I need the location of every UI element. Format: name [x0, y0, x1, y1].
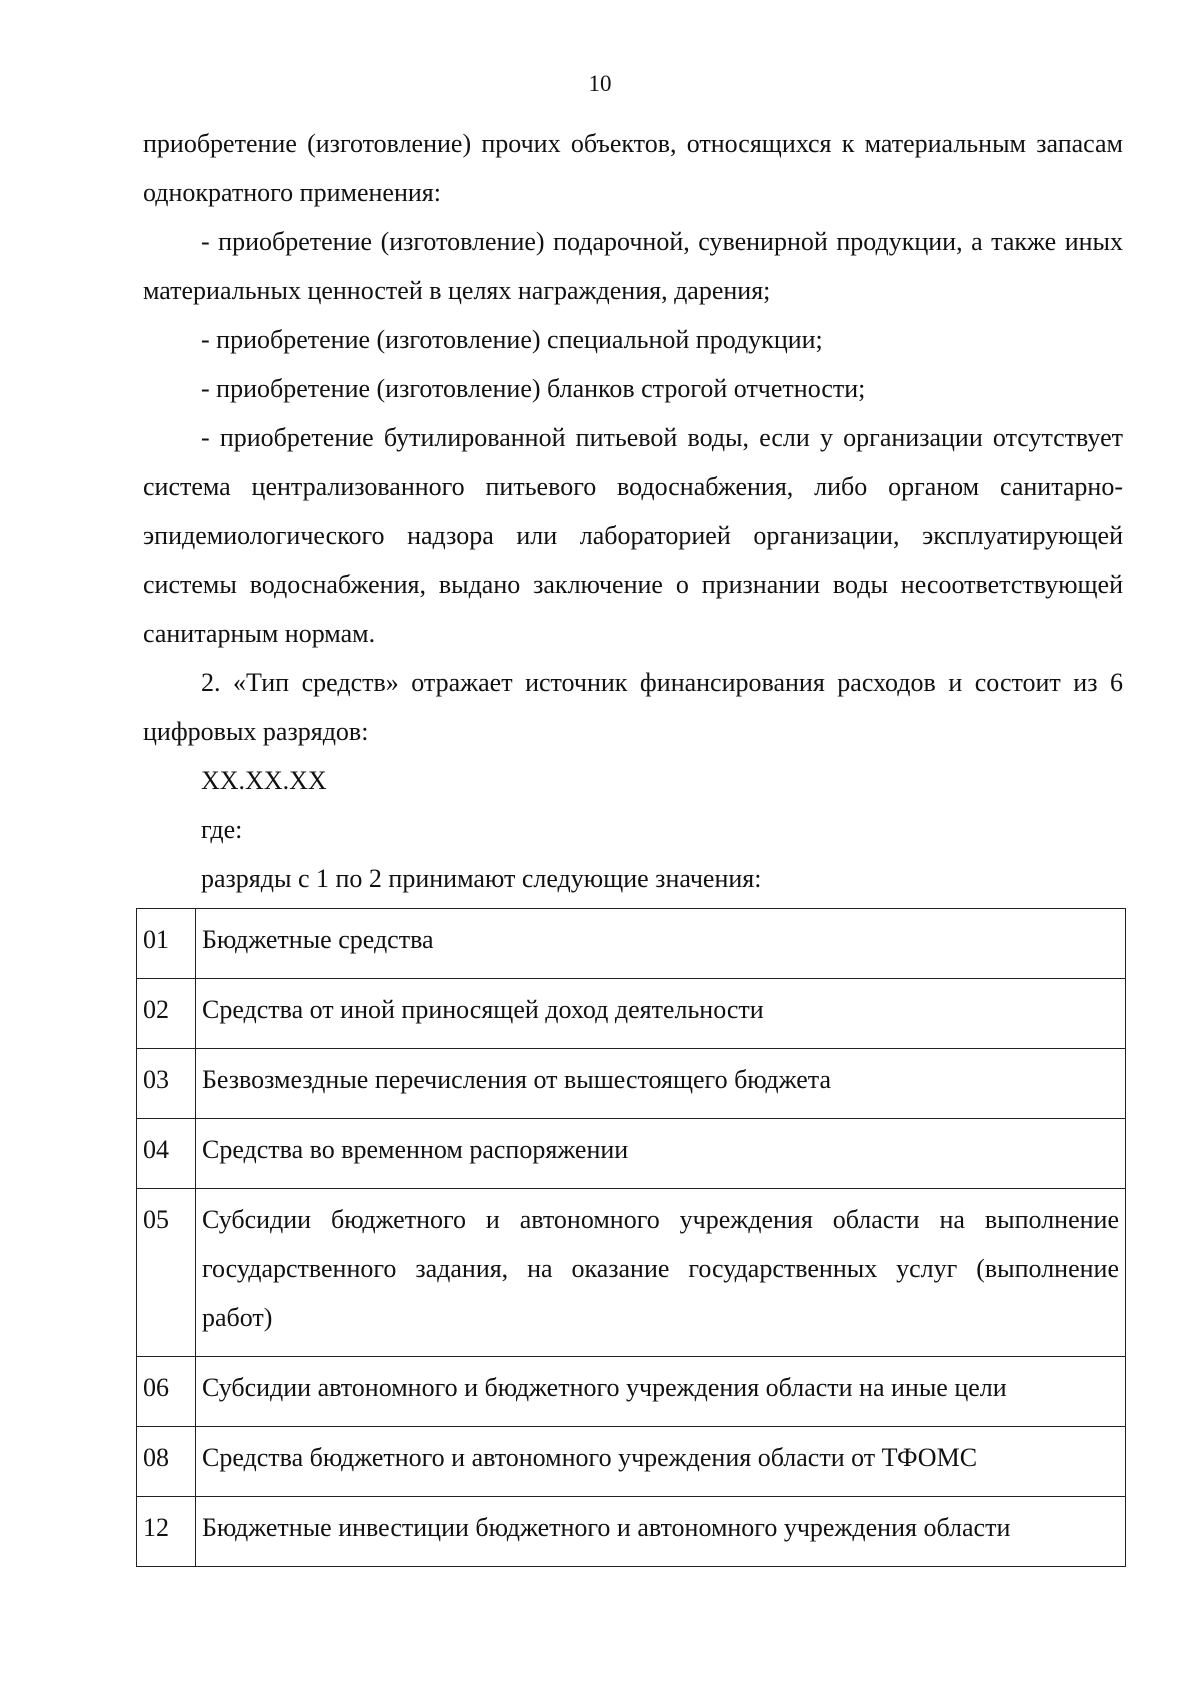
table-row: [137, 979, 1126, 1049]
list-item: - приобретение (изготовление) подарочной, сувенирной продукции, а также иных материальных ценностей в целях награждения, дарения;: [143, 227, 1123, 305]
list-item: - приобретение бутилированной питьевой воды, если у организации отсутствует система централизованного питьевого водоснабжения, либо органом санитарно-эпидемиологического надзора или лабораторией организации, эксплуатирующей системы водоснабжения, выдано заключение о признании воды несоответствующей санитарным нормам.: [143, 423, 1123, 648]
table-row: [137, 1497, 1126, 1567]
fund-type-table: [136, 908, 1126, 1567]
table-cell-code: 12: [137, 1497, 196, 1567]
paragraph: 2. «Тип средств» отражает источник финансирования расходов и состоит из 6 цифровых разрядов:: [143, 668, 1123, 746]
table-row: [137, 909, 1126, 979]
table-cell-code: 01: [137, 909, 196, 979]
table-row: [137, 1049, 1126, 1119]
table-cell-code: 04: [137, 1119, 196, 1189]
table-cell-name: Бюджетные средства: [196, 909, 1126, 979]
table-row: [137, 1357, 1126, 1427]
table-cell-name: Безвозмездные перечисления от вышестоящего бюджета: [196, 1049, 1126, 1119]
table-cell-name: Бюджетные инвестиции бюджетного и автономного учреждения области: [196, 1497, 1126, 1567]
table-cell-name: Средства от иной приносящей доход деятельности: [196, 979, 1126, 1049]
table-cell-name: Средства бюджетного и автономного учреждения области от ТФОМС: [196, 1427, 1126, 1497]
table-cell-code: 08: [137, 1427, 196, 1497]
table-cell-code: 06: [137, 1357, 196, 1427]
table-cell-name: Субсидии автономного и бюджетного учреждения области на иные цели: [196, 1357, 1126, 1427]
table-cell-name: Средства во временном распоряжении: [196, 1119, 1126, 1189]
table-cell-code: 05: [137, 1189, 196, 1357]
paragraph: где:: [201, 815, 243, 844]
table-row: [137, 1119, 1126, 1189]
document-body: [143, 119, 1123, 903]
table-row: [137, 1189, 1126, 1357]
list-item: - приобретение (изготовление) бланков строгой отчетности;: [201, 374, 866, 403]
table-cell-name: Субсидии бюджетного и автономного учреждения области на выполнение государственного задания, на оказание государственных услуг (выполнение работ): [196, 1189, 1126, 1357]
table-row: [137, 1427, 1126, 1497]
paragraph: приобретение (изготовление) прочих объектов, относящихся к материальным запасам однократного применения:: [143, 129, 1123, 207]
list-item: - приобретение (изготовление) специальной продукции;: [201, 325, 823, 354]
table-cell-code: 02: [137, 979, 196, 1049]
code-format: XX.XX.XX: [201, 766, 327, 795]
paragraph: разряды с 1 по 2 принимают следующие значения:: [201, 864, 762, 893]
table-cell-code: 03: [137, 1049, 196, 1119]
page-number: 10: [588, 71, 612, 96]
